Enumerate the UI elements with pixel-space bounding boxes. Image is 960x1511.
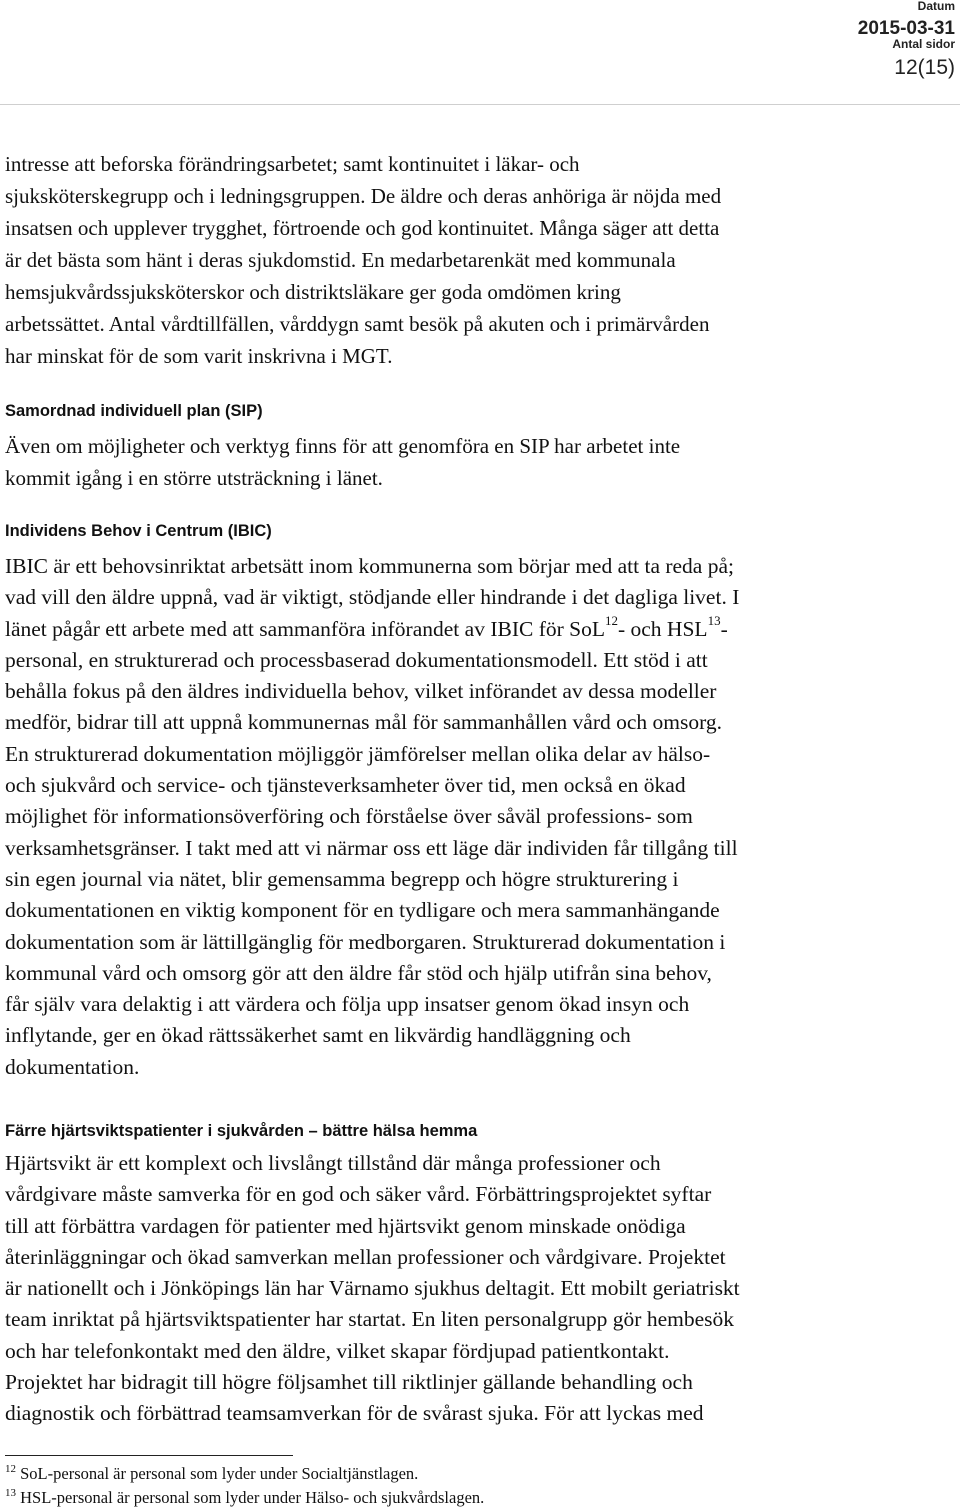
text-line: inflytande, ger en ökad rättssäkerhet samt en likvärdig handläggning och xyxy=(5,1023,631,1048)
page-count: 12(15) xyxy=(894,56,955,79)
text-line: intresse att beforska förändringsarbetet; samt kontinuitet i läkar- och xyxy=(5,152,580,176)
text-line: personal, en strukturerad och processbaserad dokumentationsmodell. Ett stöd i att xyxy=(5,647,708,672)
heart-failure-paragraph xyxy=(5,1148,955,1430)
text-line xyxy=(5,614,955,645)
text-line: verksamhetsgränser. I takt med att vi närmar oss ett läge där individen får tillgång till xyxy=(5,835,738,860)
footnote-text: HSL-personal är personal som lyder under Hälso- och sjukvårdslagen. xyxy=(20,1488,485,1507)
text-line: och har telefonkontakt med den äldre, vilket skapar fördjupad patientkontakt. xyxy=(5,1338,670,1363)
text-line: och sjukvård och service- och tjänsteverksamheter över tid, men också en ökad xyxy=(5,773,686,798)
footnote-ref-12[interactable]: 12 xyxy=(604,613,618,629)
page-count-label: Antal sidor xyxy=(892,37,955,51)
text-line: behålla fokus på den äldres individuella behov, vilket införandet av dessa modeller xyxy=(5,679,717,704)
footnote-divider xyxy=(5,1455,293,1456)
text-line: IBIC är ett behovsinriktat arbetsätt inom kommunerna som börjar med att ta reda på; xyxy=(5,554,734,578)
text-line: team inriktat på hjärtsviktspatienter har startat. En liten personalgrupp gör hembesök xyxy=(5,1307,734,1332)
footnote-number: 13 xyxy=(5,1486,16,1499)
ibic-paragraph xyxy=(5,551,955,1083)
section-heading-sip: Samordnad individuell plan (SIP) xyxy=(5,402,263,420)
intro-paragraph xyxy=(5,148,955,372)
text-line: arbetssättet. Antal vårdtillfällen, vårddygn samt besök på akuten och i primärvården xyxy=(5,312,710,336)
section-heading-heart-failure: Färre hjärtsviktspatienter i sjukvården – bättre hälsa hemma xyxy=(5,1122,478,1140)
text-line: medför, bidrar till att uppnå kommunernas mål för sammanhållen vård och omsorg. xyxy=(5,710,723,735)
text-span: länet pågår ett arbete med att sammanföra införandet av IBIC för SoL xyxy=(5,616,605,641)
text-line: Även om möjligheter och verktyg finns för att genomföra en SIP har arbetet inte xyxy=(5,434,681,458)
text-line: hemsjukvårdssjuksköterskor och distriktsläkare ger goda omdömen kring xyxy=(5,280,621,304)
text-line: dokumentation. xyxy=(5,1054,140,1079)
footnote-number: 12 xyxy=(5,1462,16,1475)
footnote-13 xyxy=(5,1488,484,1508)
document-date: 2015-03-31 xyxy=(857,18,955,39)
date-label: Datum xyxy=(917,0,955,13)
text-line: insatsen och upplever trygghet, förtroende och god kontinuitet. Många säger att detta xyxy=(5,216,720,240)
text-span: - och HSL xyxy=(617,616,708,641)
text-span: - xyxy=(720,616,728,641)
text-line: till att förbättra vardagen för patienter med hjärtsvikt genom minskade onödiga xyxy=(5,1213,686,1238)
text-line: kommunal vård och omsorg gör att den äldre får stöd och hjälp utifrån sina behov, xyxy=(5,960,712,985)
text-line: En strukturerad dokumentation möjliggör jämförelser mellan olika delar av hälso- xyxy=(5,741,711,766)
footnote-ref-13[interactable]: 13 xyxy=(707,613,721,629)
text-line: dokumentation som är lättillgänglig för medborgaren. Strukturerad dokumentation i xyxy=(5,929,726,954)
text-line: vårdgivare måste samverka för en god och säker vård. Förbättringsprojektet syftar xyxy=(5,1182,712,1207)
text-line: sin egen journal via nätet, blir gemensamma begrepp och högre strukturering i xyxy=(5,866,679,891)
header-divider xyxy=(0,104,960,105)
text-line: återinläggningar och ökad samverkan mellan professioner och vårdgivare. Projektet xyxy=(5,1244,726,1269)
footnote-text: SoL-personal är personal som lyder under Socialtjänstlagen. xyxy=(20,1464,419,1483)
text-line: diagnostik och förbättrad teamsamverkan för de svårast sjuka. För att lyckas med xyxy=(5,1401,704,1426)
text-line: får själv vara delaktig i att värdera och följa upp insatser genom ökad insyn och xyxy=(5,992,690,1017)
footnote-12 xyxy=(5,1464,418,1484)
text-line: Projektet har bidragit till högre följsamhet till riktlinjer gällande behandling och xyxy=(5,1370,693,1395)
text-line: är nationellt och i Jönköpings län har Värnamo sjukhus deltagit. Ett mobilt geriatriskt xyxy=(5,1276,740,1301)
text-line: sjuksköterskegrupp och i ledningsgruppen. De äldre och deras anhöriga är nöjda med xyxy=(5,184,722,208)
section-heading-ibic: Individens Behov i Centrum (IBIC) xyxy=(5,522,272,540)
text-line: möjlighet för informationsöverföring och förståelse över såväl professions- som xyxy=(5,804,693,829)
text-line: vad vill den äldre uppnå, vad är viktigt, stödjande eller hindrande i det dagliga livet. I xyxy=(5,585,740,610)
text-line: är det bästa som hänt i deras sjukdomstid. En medarbetarenkät med kommunala xyxy=(5,248,676,272)
text-line: har minskat för de som varit inskrivna i MGT. xyxy=(5,344,393,368)
sip-paragraph xyxy=(5,430,955,494)
text-line: Hjärtsvikt är ett komplext och livslångt tillstånd där många professioner och xyxy=(5,1151,661,1175)
text-line: dokumentationen en viktig komponent för en tydligare och mera sammanhängande xyxy=(5,898,720,923)
text-line: kommit igång i en större utsträckning i länet. xyxy=(5,466,383,490)
